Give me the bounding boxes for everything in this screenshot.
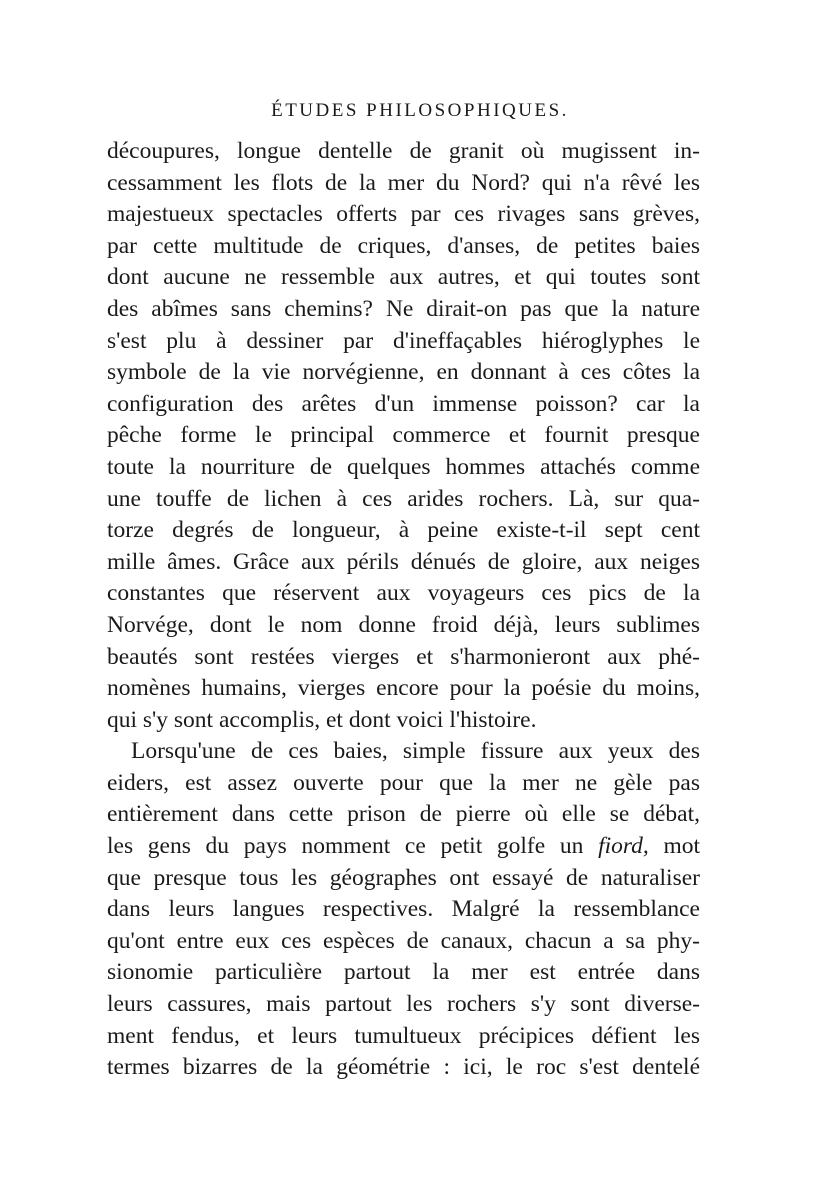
- text-line-with-italic: [107, 831, 700, 863]
- text-line: beautés sont restées vierges et s'harmonieront aux phé-: [107, 643, 700, 670]
- text-line: leurs cassures, mais partout les rochers s'y sont diverse-: [107, 991, 700, 1018]
- text-line: par cette multitude de criques, d'anses, de petites baies: [107, 232, 700, 259]
- text-segment: mot: [663, 833, 700, 860]
- text-line: Lorsqu'une de ces baies, simple fissure aux yeux des: [131, 738, 700, 765]
- body-text: [107, 136, 700, 1084]
- paragraph-2: [107, 736, 700, 1084]
- text-line: entièrement dans cette prison de pierre où elle se débat,: [107, 801, 700, 828]
- text-line: dont aucune ne ressemble aux autres, et qui toutes sont: [107, 264, 700, 291]
- text-line: sionomie particulière partout la mer est entrée dans: [107, 959, 700, 986]
- text-line: s'est plu à dessiner par d'ineffaçables hiéroglyphes le: [107, 327, 700, 354]
- text-line: des abîmes sans chemins? Ne dirait-on pas que la nature: [107, 295, 700, 322]
- text-line: une touffe de lichen à ces arides rochers. Là, sur qua-: [107, 485, 700, 512]
- text-line: Norvége, dont le nom donne froid déjà, leurs sublimes: [107, 611, 700, 638]
- text-line: nomènes humains, vierges encore pour la poésie du moins,: [107, 675, 700, 702]
- italic-term: fiord,: [598, 833, 649, 860]
- text-line: toute la nourriture de quelques hommes attachés comme: [107, 453, 700, 480]
- running-title: ÉTUDES PHILOSOPHIQUES.: [271, 100, 569, 121]
- text-segment: les gens du pays nomment ce petit golfe un: [107, 833, 584, 860]
- text-line: torze degrés de longueur, à peine existe-t-il sept cent: [107, 517, 700, 544]
- text-line: découpures, longue dentelle de granit où mugissent in-: [107, 138, 700, 164]
- text-line: constantes que réservent aux voyageurs ces pics de la: [107, 580, 700, 607]
- text-line: qui s'y sont accomplis, et dont voici l'histoire.: [107, 706, 537, 733]
- text-line: dans leurs langues respectives. Malgré la ressemblance: [107, 896, 700, 923]
- text-line: mille âmes. Grâce aux périls dénués de gloire, aux neiges: [107, 548, 700, 575]
- text-line: configuration des arêtes d'un immense poisson? car la: [107, 390, 700, 417]
- text-line: majestueux spectacles offerts par ces rivages sans grèves,: [107, 201, 700, 228]
- text-line: qu'ont entre eux ces espèces de canaux, chacun a sa phy-: [107, 927, 700, 954]
- text-line: que presque tous les géographes ont essayé de naturaliser: [107, 864, 700, 891]
- text-line: symbole de la vie norvégienne, en donnant à ces côtes la: [107, 359, 700, 386]
- text-line: termes bizarres de la géométrie : ici, le roc s'est dentelé: [107, 1054, 700, 1081]
- text-line: pêche forme le principal commerce et fournit presque: [107, 422, 700, 449]
- paragraph-1: [107, 136, 700, 736]
- text-line: eiders, est assez ouverte pour que la mer ne gèle pas: [107, 769, 700, 796]
- text-line: cessamment les flots de la mer du Nord? qui n'a rêvé les: [107, 169, 700, 196]
- text-line: ment fendus, et leurs tumultueux précipices défient les: [107, 1022, 700, 1049]
